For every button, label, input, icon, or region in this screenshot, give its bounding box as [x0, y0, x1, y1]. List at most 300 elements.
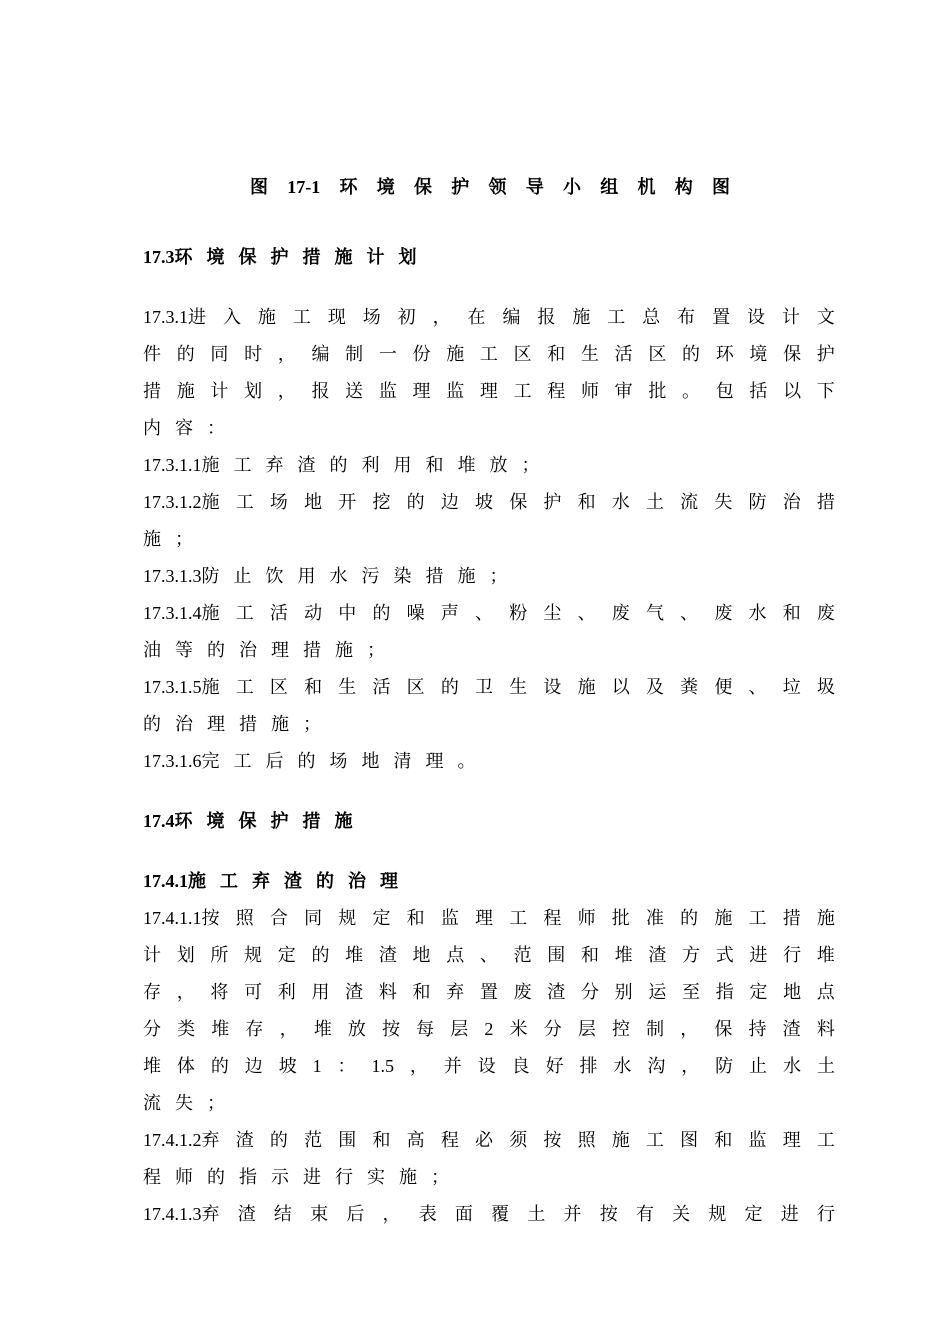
text-token: 覆 [491, 1204, 510, 1224]
text-token: 方 [682, 945, 700, 965]
text-token: 监 [446, 381, 465, 401]
text-token: 护 [816, 344, 835, 364]
text-line [143, 980, 835, 1004]
text-token: ， [176, 982, 195, 1002]
text-token: 尘 [543, 603, 562, 623]
text-token: 时 [244, 344, 263, 364]
text-token: 污 [361, 566, 380, 586]
text-token: 措 [425, 566, 444, 586]
text-token: 划 [398, 247, 417, 267]
text-line [143, 453, 835, 477]
text-token: 1 [312, 1056, 322, 1076]
text-token: 、 [748, 677, 767, 697]
text-token: 堆 [345, 945, 364, 965]
text-token: 坡 [278, 1056, 297, 1076]
text-token: 准 [645, 908, 664, 928]
caption-token: 小 [563, 177, 581, 197]
text-token: 排 [579, 1056, 598, 1076]
text-token: 渣 [782, 1019, 801, 1039]
text-token: 工 [513, 381, 532, 401]
text-token: 17.4.1.2弃 [143, 1130, 220, 1150]
text-token: 和 [406, 908, 425, 928]
text-token: 编 [502, 307, 521, 327]
text-token: ， [409, 1056, 428, 1076]
text-line [143, 527, 835, 551]
text-token: 油 [143, 640, 161, 660]
text-token: 现 [327, 307, 346, 327]
text-token: 治 [782, 492, 801, 512]
text-token: 流 [680, 492, 699, 512]
text-token: 存 [143, 982, 161, 1002]
text-token: 监 [440, 908, 459, 928]
text-token: 17.3.1.3防 [143, 566, 220, 586]
text-token: 划 [244, 381, 263, 401]
text-token: 施 [176, 381, 195, 401]
text-token: 渣 [547, 982, 566, 1002]
text-token: 措 [782, 908, 801, 928]
text-token: 束 [310, 1204, 329, 1224]
text-line [143, 601, 835, 625]
caption-token: 境 [376, 177, 395, 197]
text-token: 弃 [265, 455, 284, 475]
text-token: 围 [338, 1130, 357, 1150]
text-token: 工 [509, 908, 528, 928]
text-token: 沟 [647, 1056, 666, 1076]
text-token: ； [521, 455, 540, 475]
text-token: 结 [273, 1204, 292, 1224]
text-token: 挖 [372, 492, 391, 512]
text-token: 理 [782, 1130, 801, 1150]
text-token: 。 [682, 381, 700, 401]
text-token: 程 [547, 381, 566, 401]
text-token: 类 [177, 1019, 196, 1039]
text-token: 堆 [313, 1019, 332, 1039]
text-token: 卫 [475, 677, 493, 697]
text-token: 施 [334, 247, 353, 267]
text-token: 理 [479, 381, 498, 401]
text-token: 废 [611, 603, 630, 623]
text-token: 和 [304, 677, 323, 697]
text-token: 活 [614, 344, 633, 364]
text-token: 程 [143, 1167, 161, 1187]
text-token: 噪 [406, 603, 425, 623]
text-token: 止 [749, 1056, 768, 1076]
text-token: 地 [412, 945, 431, 965]
text-token: 内 [143, 418, 161, 438]
text-token: 动 [304, 603, 323, 623]
text-token: 止 [233, 566, 252, 586]
text-token: 必 [475, 1130, 493, 1150]
text-token: 的 [372, 603, 391, 623]
text-token: 堆 [211, 1019, 230, 1039]
text-token: 分 [543, 1019, 562, 1039]
text-token: 计 [366, 247, 385, 267]
text-token: 施 [335, 640, 353, 660]
text-token: 面 [454, 1204, 473, 1224]
text-token: 施 [446, 344, 465, 364]
caption-token: 17-1 [287, 177, 321, 197]
text-token: 批 [648, 381, 667, 401]
text-token: 范 [304, 1130, 323, 1150]
text-token: 气 [645, 603, 664, 623]
text-token: ； [431, 1167, 449, 1187]
text-line [143, 638, 835, 662]
text-token: 17.4.1.3弃 [143, 1204, 220, 1224]
text-token: 运 [648, 982, 667, 1002]
text-token: 1.5 [371, 1056, 394, 1076]
text-token: 计 [781, 307, 800, 327]
text-token: 施 [816, 908, 835, 928]
text-token: 合 [269, 908, 288, 928]
text-token: 包 [715, 381, 734, 401]
text-token: 、 [475, 603, 493, 623]
text-token: 和 [714, 1130, 733, 1150]
text-token: 置 [479, 982, 498, 1002]
section-heading [143, 869, 835, 893]
text-token: 区 [406, 677, 425, 697]
section-heading [143, 245, 835, 269]
text-token: 规 [338, 908, 357, 928]
text-token: 和 [547, 344, 566, 364]
text-token: 等 [175, 640, 193, 660]
text-token: 有 [635, 1204, 654, 1224]
text-token: 层 [577, 1019, 596, 1039]
text-token: 工 [235, 677, 254, 697]
text-token: 保 [238, 811, 257, 831]
text-token: 以 [783, 381, 802, 401]
text-token: 进 [749, 945, 768, 965]
text-token: 工 [233, 751, 252, 771]
text-token: 存 [245, 1019, 264, 1039]
text-token: 的 [207, 1167, 225, 1187]
text-token: 17.4环 [143, 811, 193, 831]
text-token: 区 [648, 344, 667, 364]
text-token: 分 [143, 1019, 161, 1039]
text-token: 式 [715, 945, 734, 965]
text-token: 程 [440, 1130, 459, 1150]
text-token: 弃 [252, 871, 270, 891]
text-token: 和 [782, 603, 801, 623]
text-token: 饮 [265, 566, 284, 586]
text-token: 规 [244, 945, 263, 965]
text-token: ； [303, 714, 321, 734]
text-token: 中 [338, 603, 357, 623]
caption-token: 构 [674, 177, 693, 197]
text-token: 渣 [378, 945, 397, 965]
text-token: 入 [222, 307, 241, 327]
text-token: 施 [257, 307, 276, 327]
text-line [143, 490, 835, 514]
text-token: 可 [244, 982, 263, 1002]
caption-token: 机 [637, 177, 656, 197]
text-line [143, 943, 835, 967]
text-line [143, 749, 835, 773]
text-token: 在 [467, 307, 486, 327]
text-token: 须 [509, 1130, 528, 1150]
text-token: 保 [714, 1019, 733, 1039]
text-token: 工 [607, 307, 626, 327]
text-token: 利 [361, 455, 380, 475]
caption-token: 保 [414, 177, 432, 197]
text-token: 17.4.1.1按 [143, 908, 220, 928]
text-token: 废 [816, 603, 835, 623]
text-token: 工 [220, 871, 238, 891]
text-token: 土 [816, 1056, 835, 1076]
text-token: 的 [297, 751, 316, 771]
text-token: 17.4.1施 [143, 871, 206, 891]
text-token: 件 [143, 344, 161, 364]
text-token: 监 [378, 381, 397, 401]
text-token: 师 [175, 1167, 193, 1187]
caption-token: 护 [451, 177, 470, 197]
text-token: 文 [816, 307, 835, 327]
text-token: ， [277, 381, 296, 401]
text-token: 以 [611, 677, 630, 697]
text-token: ； [489, 566, 508, 586]
text-token: 和 [372, 1130, 391, 1150]
text-token: 保 [509, 492, 528, 512]
text-token: 每 [416, 1019, 435, 1039]
text-token: 分 [580, 982, 599, 1002]
caption-token: 图 [250, 177, 268, 197]
text-token: 好 [545, 1056, 564, 1076]
text-token: 坡 [475, 492, 493, 512]
text-token: ， [680, 1019, 699, 1039]
caption-token: 领 [488, 177, 507, 197]
text-token: 的 [440, 677, 459, 697]
text-token: 理 [207, 714, 225, 734]
text-token: 将 [210, 982, 229, 1002]
text-token: 流 [143, 1093, 161, 1113]
text-token: 区 [269, 677, 288, 697]
text-token: 并 [443, 1056, 462, 1076]
text-token: 持 [748, 1019, 767, 1039]
text-token: 。 [457, 751, 476, 771]
text-token: 点 [446, 945, 465, 965]
text-token: 活 [372, 677, 391, 697]
text-token: 的 [329, 455, 348, 475]
text-token: 护 [270, 811, 289, 831]
text-token: 渣 [235, 1130, 254, 1150]
text-token: 水 [748, 603, 767, 623]
text-token: 师 [580, 381, 599, 401]
text-token: 报 [537, 307, 556, 327]
text-token: 活 [269, 603, 288, 623]
text-token: 理 [475, 908, 493, 928]
text-token: ： [337, 1056, 356, 1076]
text-token: 生 [338, 677, 357, 697]
text-token: 生 [580, 344, 599, 364]
text-token: 料 [378, 982, 397, 1002]
caption-token: 环 [339, 177, 358, 197]
text-token: 至 [682, 982, 700, 1002]
text-token: 堆 [457, 455, 476, 475]
text-token: 防 [715, 1056, 734, 1076]
text-token: ： [207, 418, 225, 438]
text-token: 施 [399, 1167, 417, 1187]
text-token: 料 [816, 1019, 835, 1039]
text-token: 体 [176, 1056, 195, 1076]
text-token: 及 [645, 677, 664, 697]
text-token: 治 [348, 871, 366, 891]
text-token: 示 [271, 1167, 289, 1187]
text-token: 良 [511, 1056, 530, 1076]
text-token: 措 [816, 492, 835, 512]
text-token: 施 [457, 566, 476, 586]
text-token: 用 [393, 455, 412, 475]
text-token: 渣 [284, 871, 302, 891]
text-token: 和 [577, 492, 596, 512]
text-token: 照 [577, 1130, 596, 1150]
text-token: 施 [611, 1130, 630, 1150]
text-token: 初 [397, 307, 416, 327]
text-token: 按 [543, 1130, 562, 1150]
text-token: 地 [304, 492, 323, 512]
text-token: 措 [143, 381, 161, 401]
text-token: 设 [477, 1056, 496, 1076]
text-token: 渣 [237, 1204, 256, 1224]
text-token: 置 [712, 307, 731, 327]
text-token: 渣 [297, 455, 316, 475]
text-token: 用 [297, 566, 316, 586]
text-token: 定 [372, 908, 391, 928]
text-token: 的 [207, 640, 225, 660]
text-token: ， [432, 307, 451, 327]
text-token: 同 [304, 908, 323, 928]
text-token: 措 [302, 247, 321, 267]
text-token: 土 [645, 492, 664, 512]
text-token: 制 [345, 344, 364, 364]
text-token: 计 [143, 945, 161, 965]
text-token: 护 [543, 492, 562, 512]
text-token: 别 [614, 982, 633, 1002]
text-token: 措 [303, 640, 321, 660]
text-token: 工 [645, 1130, 664, 1150]
text-token: 放 [347, 1019, 366, 1039]
text-token: 划 [176, 945, 195, 965]
text-token: 措 [302, 811, 321, 831]
text-token: 2 [484, 1019, 494, 1039]
text-token: 17.3.1.4施 [143, 603, 220, 623]
text-token: 17.3.1.6完 [143, 751, 220, 771]
text-token: 水 [329, 566, 348, 586]
text-token: 容 [175, 418, 193, 438]
text-token: 计 [210, 381, 229, 401]
text-token: 17.3.1.2施 [143, 492, 220, 512]
text-line [143, 906, 835, 930]
text-token: 保 [783, 344, 802, 364]
text-token: 总 [642, 307, 661, 327]
text-token: 工 [479, 344, 498, 364]
text-token: 护 [270, 247, 289, 267]
text-token: ； [367, 640, 385, 660]
figure-caption [250, 175, 730, 199]
text-token: 理 [425, 751, 444, 771]
text-token: 米 [509, 1019, 528, 1039]
text-token: 的 [406, 492, 425, 512]
text-token: 工 [748, 908, 767, 928]
text-token: 境 [206, 247, 225, 267]
text-token: 17.3.1.1施 [143, 455, 220, 475]
text-token: 粉 [509, 603, 528, 623]
text-line [143, 1054, 835, 1078]
text-token: 粪 [680, 677, 699, 697]
text-token: 批 [611, 908, 630, 928]
text-token: 工 [292, 307, 311, 327]
text-token: 报 [311, 381, 330, 401]
text-token: 17.3.1.5施 [143, 677, 220, 697]
text-token: 开 [338, 492, 357, 512]
text-token: 、 [577, 603, 596, 623]
text-token: 、 [680, 603, 699, 623]
text-token: 废 [513, 982, 532, 1002]
text-token: 理 [380, 871, 398, 891]
text-token: 圾 [816, 677, 835, 697]
text-token: 进 [303, 1167, 321, 1187]
text-token: 和 [580, 945, 599, 965]
text-token: ， [279, 1019, 298, 1039]
text-token: 施 [572, 307, 591, 327]
text-token: 场 [362, 307, 381, 327]
text-token: 的 [210, 1056, 229, 1076]
text-token: 师 [577, 908, 596, 928]
text-token: 环 [715, 344, 734, 364]
text-token: 17.3环 [143, 247, 193, 267]
text-token: 并 [563, 1204, 582, 1224]
text-token: 指 [715, 982, 734, 1002]
text-token: 后 [265, 751, 284, 771]
text-token: 括 [749, 381, 768, 401]
text-token: 境 [206, 811, 225, 831]
text-token: 用 [311, 982, 330, 1002]
text-line [143, 379, 835, 403]
text-token: 堆 [816, 945, 835, 965]
text-token: 点 [816, 982, 835, 1002]
text-token: 行 [816, 1204, 835, 1224]
text-token: 17.3.1进 [143, 307, 206, 327]
text-token: 工 [816, 1130, 835, 1150]
text-token: 地 [361, 751, 380, 771]
text-token: 水 [611, 492, 630, 512]
text-token: 按 [381, 1019, 400, 1039]
text-token: 布 [677, 307, 696, 327]
text-token: 堆 [614, 945, 633, 965]
text-token: 施 [143, 529, 161, 549]
text-token: 的 [176, 344, 195, 364]
text-token: 失 [714, 492, 733, 512]
text-token: 施 [714, 908, 733, 928]
text-token: 、 [479, 945, 498, 965]
text-token: 渣 [648, 945, 667, 965]
text-token: 堆 [143, 1056, 161, 1076]
text-token: 边 [244, 1056, 263, 1076]
text-token: 生 [509, 677, 528, 697]
text-token: 渣 [345, 982, 364, 1002]
text-token: 境 [749, 344, 768, 364]
text-token: 指 [239, 1167, 257, 1187]
text-token: ， [382, 1204, 401, 1224]
text-token: 定 [749, 982, 768, 1002]
section-heading [143, 809, 835, 833]
text-token: 场 [269, 492, 288, 512]
text-token: 编 [311, 344, 330, 364]
text-token: 行 [783, 945, 802, 965]
text-token: 表 [418, 1204, 437, 1224]
text-token: 措 [239, 714, 257, 734]
text-token: 地 [783, 982, 802, 1002]
text-token: 层 [450, 1019, 469, 1039]
text-token: 制 [646, 1019, 665, 1039]
